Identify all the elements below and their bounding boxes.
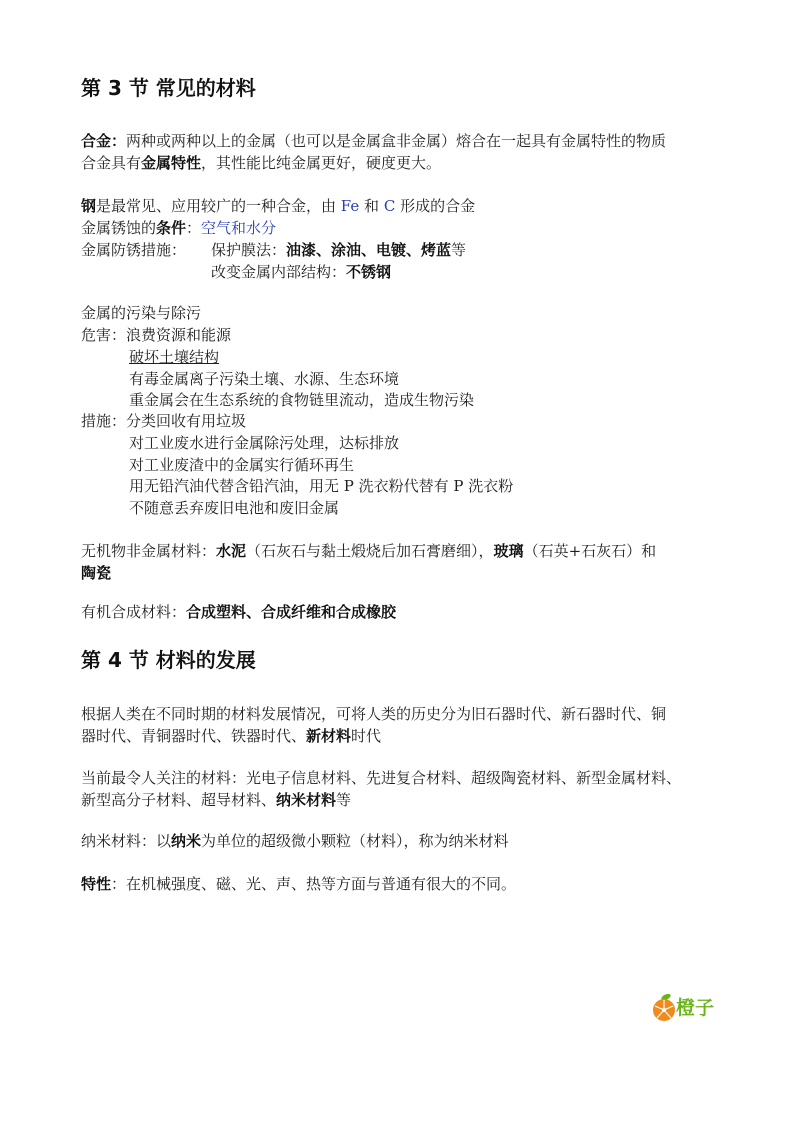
alloy-label: 合金： [81, 132, 127, 150]
alloy-definition-line [81, 131, 666, 151]
inorganic-glass: 玻璃 [493, 542, 524, 560]
measure-item: 用无铅汽油代替含铅汽油，用无 P 洗衣粉代替有 P 洗衣粉 [129, 477, 514, 495]
organic-line [81, 602, 396, 622]
history-line-2 [81, 726, 381, 746]
inorganic-line [81, 541, 656, 561]
prevent-structure-bold: 不锈钢 [346, 263, 392, 281]
prevent-film-prefix: 保护膜法： [211, 241, 287, 259]
prevent-film-suffix: 等 [451, 241, 467, 259]
measure-item: 对工业废水进行金属除污处理，达标排放 [129, 434, 400, 452]
rust-bold: 条件 [156, 219, 187, 237]
history-bold: 新材料 [306, 727, 352, 745]
rust-prefix: 金属锈蚀的 [81, 219, 157, 237]
current-bold: 纳米材料 [276, 791, 337, 809]
nano-line [81, 831, 509, 851]
harm-label: 危害： [81, 326, 127, 344]
current-prefix: 新型高分子材料、超导材料、 [81, 791, 277, 809]
steel-bold: 钢 [81, 197, 97, 215]
nano-bold: 纳米 [171, 832, 202, 850]
harm-item: 有毒金属离子污染土壤、水源、生态环境 [129, 370, 400, 388]
inorganic-ceramic-line [81, 563, 111, 583]
measure-item: 对工业废渣中的金属实行循环再生 [129, 456, 355, 474]
pollution-title: 金属的污染与除污 [81, 304, 202, 322]
inorganic-ceramic: 陶瓷 [81, 564, 112, 582]
nano-prefix: 纳米材料：以 [81, 832, 172, 850]
prevent-structure-prefix: 改变金属内部结构： [211, 263, 347, 281]
measure-line [81, 411, 246, 431]
feature-line [81, 874, 516, 894]
harm-line [81, 325, 231, 345]
rust-colon: ： [186, 219, 202, 237]
rust-condition-line [81, 218, 276, 238]
history-suffix: 时代 [351, 727, 382, 745]
measure-label: 措施： [81, 412, 127, 430]
history-prefix: 器时代、青铜器时代、铁器时代、 [81, 727, 307, 745]
measure-item: 不随意丢弃废旧电池和废旧金属 [129, 499, 340, 517]
inorganic-cement-note: （石灰石与黏土煅烧后加石膏磨细）， [246, 542, 494, 560]
feature-text: ：在机械强度、磁、光、声、热等方面与普通有很大的不同。 [111, 875, 517, 893]
prevent-film-bold: 油漆、涂油、电镀、烤蓝 [286, 241, 452, 259]
harm-item: 重金属会在生态系统的食物链里流动，造成生物污染 [129, 391, 475, 409]
section3-heading: 第 3 节 常见的材料 [81, 76, 256, 100]
organic-bold: 合成塑料、合成纤维和合成橡胶 [186, 603, 397, 621]
organic-prefix: 有机合成材料： [81, 603, 187, 621]
alloy-property-bold: 金属特性 [141, 154, 202, 172]
element-fe: Fe [340, 197, 360, 215]
inorganic-prefix: 无机物非金属材料： [81, 542, 217, 560]
inorganic-cement: 水泥 [216, 542, 247, 560]
prevent-structure-line [211, 262, 391, 282]
steel-text: 是最常见、应用较广的一种合金，由 [96, 197, 341, 215]
steel-and: 和 [359, 197, 384, 215]
current-suffix: 等 [336, 791, 352, 809]
alloy-property-suffix: ，其性能比纯金属更好，硬度更大。 [201, 154, 442, 172]
alloy-definition: 两种或两种以上的金属（也可以是金属盒非金属）熔合在一起具有金属特性的物质 [126, 132, 667, 150]
current-line-1: 当前最令人关注的材料：光电子信息材料、先进复合材料、超级陶瓷材料、新型金属材料、 [81, 769, 682, 787]
inorganic-glass-note: （石英+石灰石）和 [523, 542, 657, 560]
feature-bold: 特性 [81, 875, 112, 893]
brand-logo [652, 990, 722, 1026]
orange-fruit-icon [652, 992, 678, 1022]
harm-item: 破坏土壤结构 [129, 348, 220, 366]
measure-item: 分类回收有用垃圾 [126, 412, 247, 430]
prevent-label: 金属防锈措施： [81, 241, 187, 259]
steel-line [81, 196, 475, 216]
current-line-2 [81, 790, 351, 810]
section4-heading: 第 4 节 材料的发展 [81, 648, 256, 672]
history-line-1: 根据人类在不同时期的材料发展情况，可将人类的历史分为旧石器时代、新石器时代、铜 [81, 705, 667, 723]
rust-value: 空气和水分 [201, 219, 277, 237]
harm-item: 浪费资源和能源 [126, 326, 232, 344]
element-c: C [383, 197, 396, 215]
nano-suffix: 为单位的超级微小颗粒（材料），称为纳米材料 [201, 832, 509, 850]
steel-end: 形成的合金 [395, 197, 476, 215]
logo-text: 橙子 [676, 997, 715, 1019]
alloy-property-prefix: 合金具有 [81, 154, 142, 172]
prevent-film-line [211, 240, 466, 260]
alloy-property-line [81, 153, 441, 173]
